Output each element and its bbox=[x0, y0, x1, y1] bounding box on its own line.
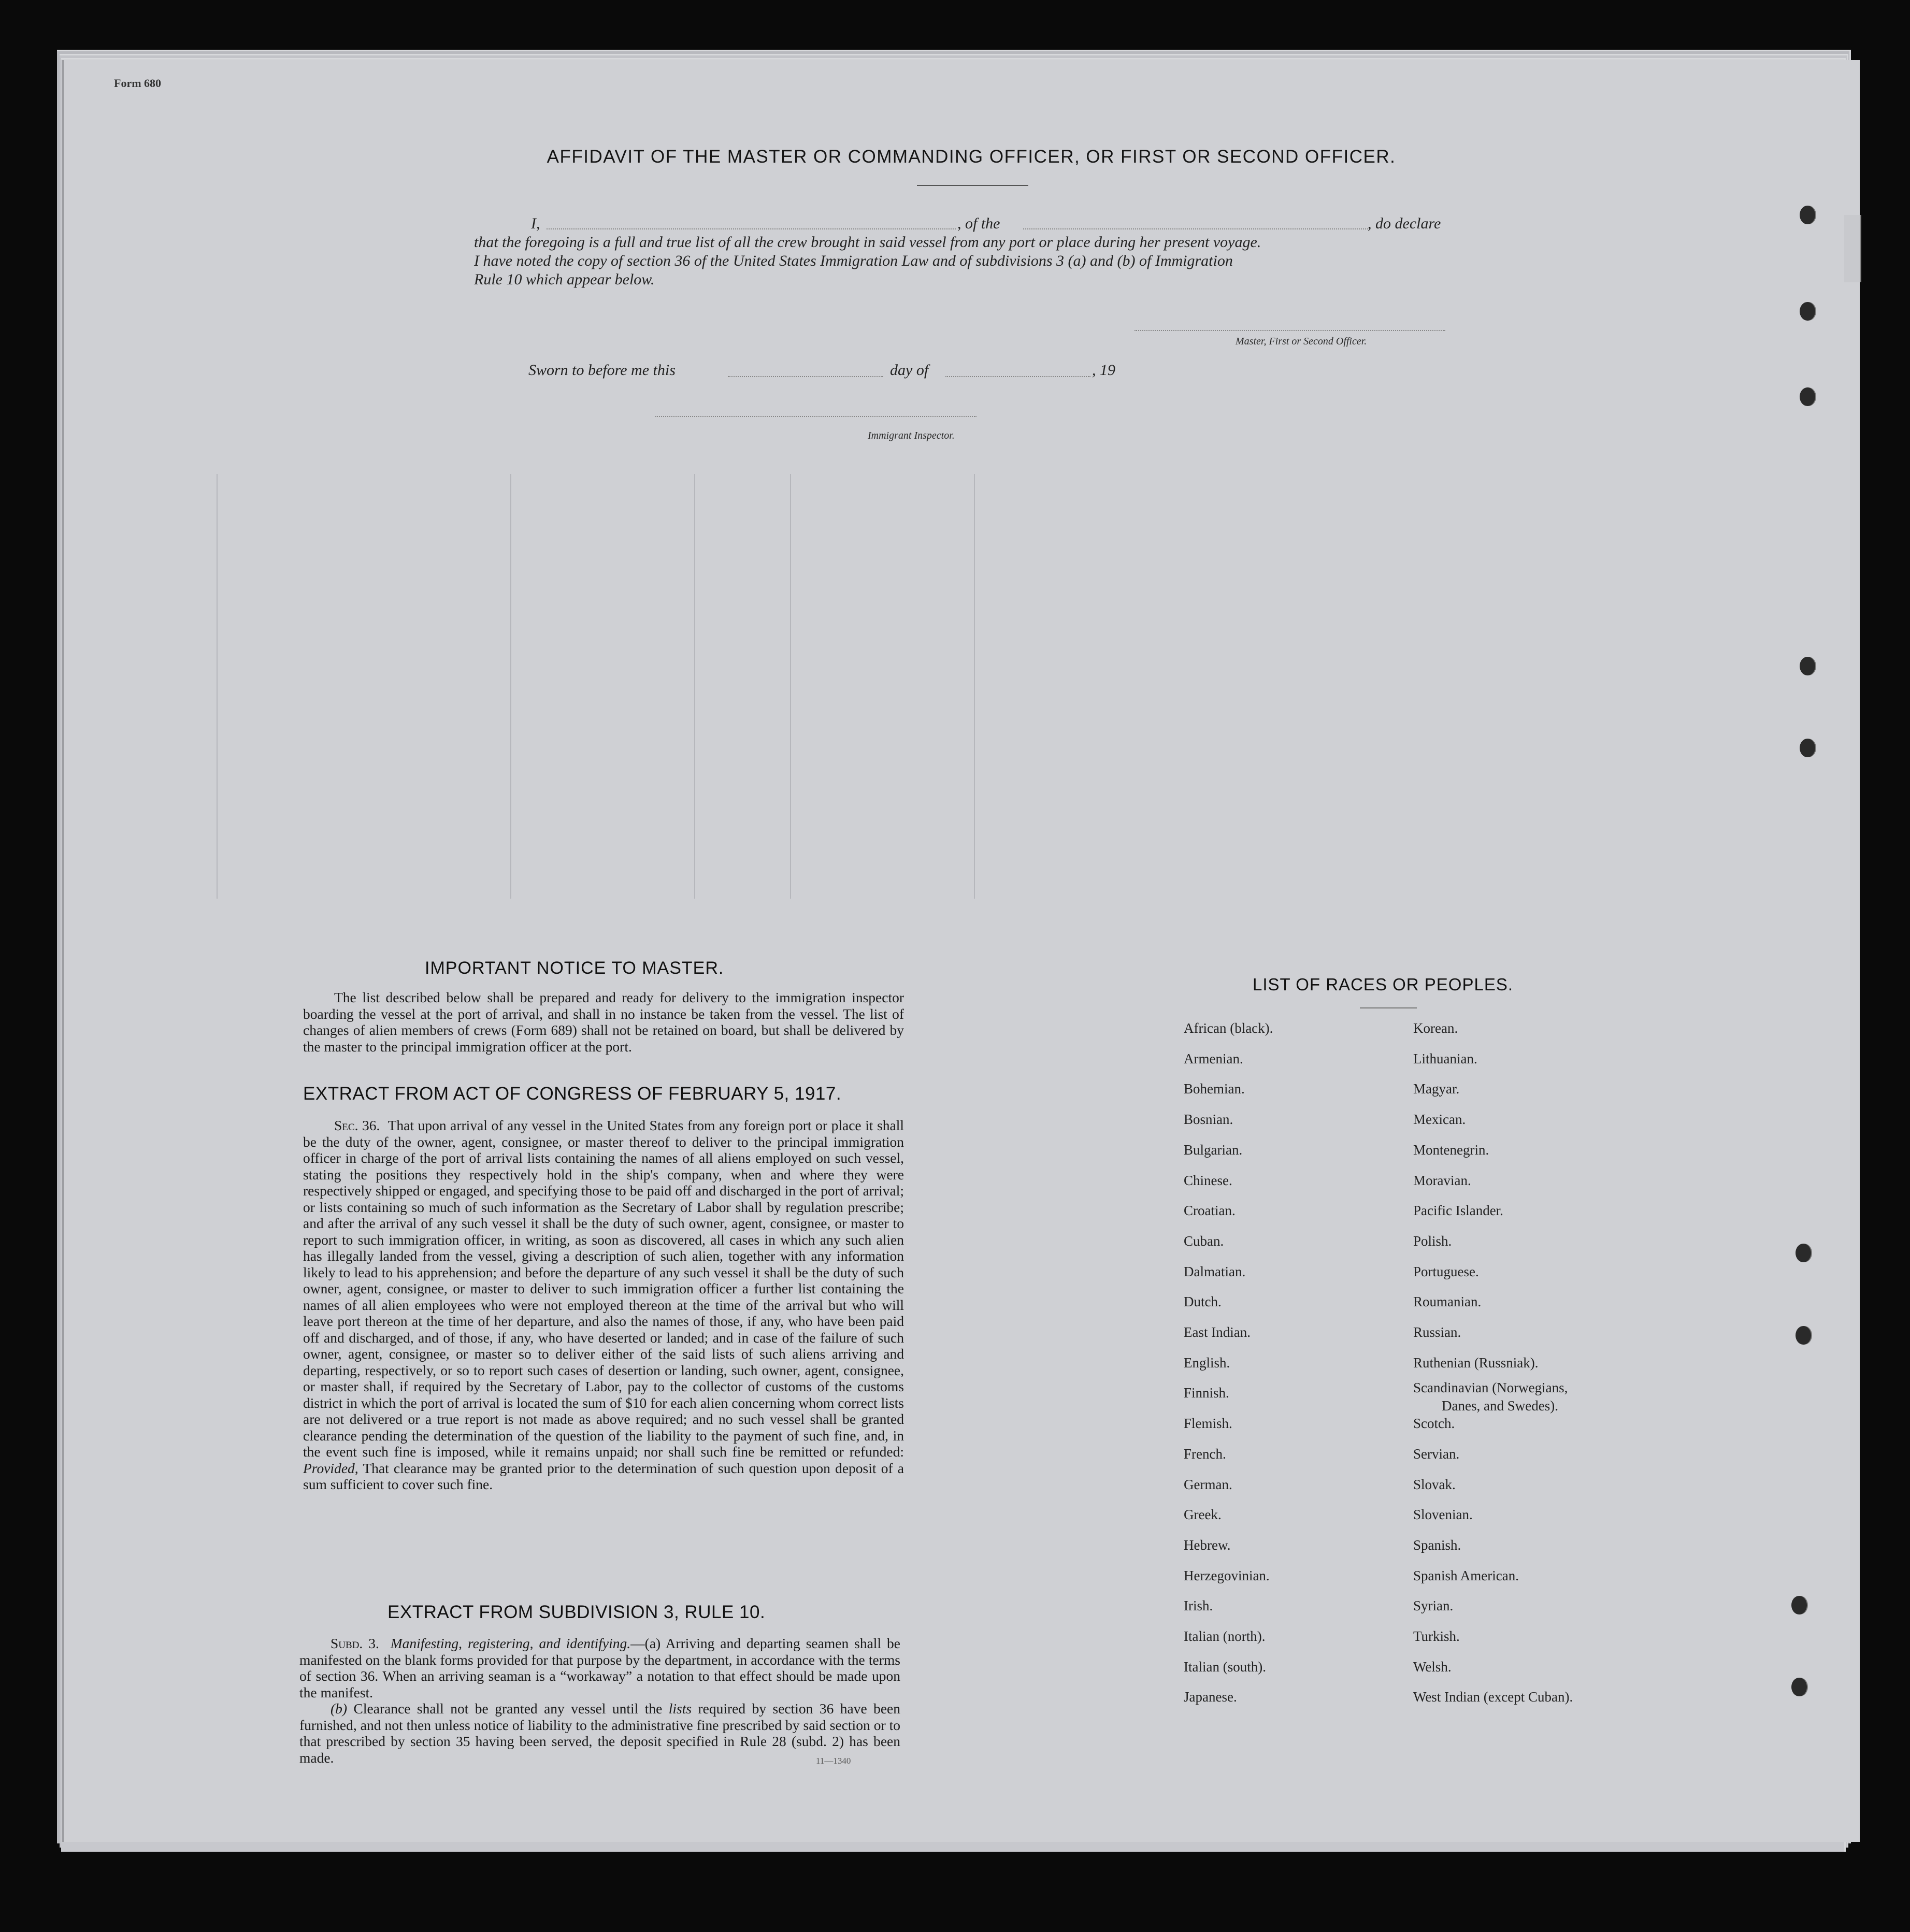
affidavit-of-the: , of the bbox=[957, 215, 1000, 232]
subdivision-a-paragraph bbox=[299, 1635, 900, 1700]
race-item: Japanese. bbox=[1184, 1689, 1237, 1705]
inspector-signature-blank[interactable] bbox=[655, 416, 976, 417]
subd-label: Subd. 3. bbox=[331, 1635, 379, 1651]
race-item: Korean. bbox=[1413, 1020, 1458, 1036]
race-item: Magyar. bbox=[1413, 1081, 1460, 1097]
bleed-line bbox=[510, 474, 511, 899]
race-item: Bosnian. bbox=[1184, 1112, 1233, 1127]
notice-text bbox=[303, 989, 904, 1055]
race-item: Dalmatian. bbox=[1184, 1264, 1246, 1279]
proviso-label: Provided, bbox=[303, 1460, 358, 1476]
binder-hole bbox=[1800, 739, 1815, 757]
race-item: Polish. bbox=[1413, 1233, 1452, 1249]
race-item: Scandinavian (Norwegians, bbox=[1413, 1380, 1568, 1395]
race-item: Pacific Islander. bbox=[1413, 1203, 1503, 1218]
vessel-blank[interactable] bbox=[1023, 228, 1370, 229]
subd-b-lists: lists bbox=[668, 1700, 692, 1717]
subd-b-text-2: required by section 36 have been furnished, and not then unless notice of liability to the administrative fine prescribed by said section or to that prescribed by section 35 having been served, the deposit specified in Rule 28 (subd. 2) has been made. bbox=[299, 1700, 901, 1766]
race-item: Croatian. bbox=[1184, 1203, 1236, 1218]
name-blank[interactable] bbox=[547, 228, 956, 229]
bleed-line bbox=[217, 474, 218, 899]
race-item: Slovak. bbox=[1413, 1477, 1456, 1492]
form-serial: 11—1340 bbox=[816, 1756, 851, 1766]
binder-hole bbox=[1800, 657, 1815, 675]
notice-title: IMPORTANT NOTICE TO MASTER. bbox=[425, 958, 724, 978]
inspector-caption: Immigrant Inspector. bbox=[868, 430, 955, 441]
race-item: Armenian. bbox=[1184, 1051, 1243, 1066]
sworn-day: day of bbox=[890, 362, 929, 379]
race-item: Ruthenian (Russniak). bbox=[1413, 1355, 1539, 1371]
bleed-line bbox=[694, 474, 695, 899]
race-item: Chinese. bbox=[1184, 1173, 1232, 1188]
section-36-body: That upon arrival of any vessel in the United States from any foreign port or place it shall be the duty of the owner, agent, consignee, or master thereof to deliver to the principal immigration officer in charge of the port of arrival lists containing the names of all aliens employed on such vessel, stating the positions they respectively hold in the ship's company, when and where they were respectively shipped or engaged, and specifying those to be paid off and discharged in the port of arrival; or lists containing so much of such information as the Secretary of Labor shall by regulation prescribe; and after the arrival of any such vessel it shall be the duty of such owner, agent, consignee, or master to report to such immigration officer, in writing, as soon as discovered, all cases in which any such alien has illegally landed from the vessel, giving a description of such alien, together with any information likely to lead to his apprehension; and before the departure of any such vessel it shall be the duty of such owner, agent, consignee, or master to deliver to such immigration officer a further list containing the names of all alien employees who were not employed thereon at the time of the arrival but who will leave port thereon at the time of her departure, and also the names of those, if any, who have been paid off and discharged, and of those, if any, who have deserted or landed; and in case of the failure of such owner, agent, consignee, or master so to deliver either of the said lists of such aliens arriving and departing, respectively, or so to report such cases of desertion or landing, such owner, agent, consignee, or master shall, if required by the Secretary of Labor, pay to the collector of customs of the customs district in which the port of arrival is located the sum of $10 for each alien concerning whom correct lists are not delivered or a true report is not made as above required; and no such vessel shall be granted clearance pending the determination of the question of the liability to the payment of such fine, and, in the event such fine is imposed, while it remains unpaid; nor shall such fine be remitted or refunded: bbox=[303, 1117, 904, 1460]
binder-hole bbox=[1796, 1244, 1811, 1262]
notice-paragraph: The list described below shall be prepared and ready for delivery to the immigration inspector boarding the vessel at the port of arrival, and shall in no instance be taken from the vessel. The list of changes of alien members of crews (Form 689) shall not be retained on board, but shall be delivered by the master to the principal immigration officer at the port. bbox=[303, 989, 904, 1055]
race-item: East Indian. bbox=[1184, 1324, 1251, 1340]
binder-hole bbox=[1796, 1326, 1811, 1345]
race-item: Dutch. bbox=[1184, 1294, 1222, 1309]
page-tab bbox=[1844, 215, 1861, 282]
race-item: German. bbox=[1184, 1477, 1232, 1492]
race-item: French. bbox=[1184, 1446, 1226, 1462]
subd-a-label: —(a) bbox=[630, 1635, 661, 1651]
race-item: Irish. bbox=[1184, 1598, 1213, 1613]
race-item: Scotch. bbox=[1413, 1416, 1455, 1431]
race-item: West Indian (except Cuban). bbox=[1413, 1689, 1573, 1705]
section-36-paragraph bbox=[303, 1117, 904, 1493]
affidavit-line-2: that the foregoing is a full and true list of all the crew brought in said vessel from any port or place during her present voyage. bbox=[474, 234, 1261, 251]
race-item: Hebrew. bbox=[1184, 1537, 1231, 1553]
signer-caption: Master, First or Second Officer. bbox=[1236, 336, 1367, 347]
race-item: Russian. bbox=[1413, 1324, 1461, 1340]
race-item: Slovenian. bbox=[1413, 1507, 1473, 1522]
race-item: Italian (south). bbox=[1184, 1659, 1266, 1675]
extract-rule-title: EXTRACT FROM SUBDIVISION 3, RULE 10. bbox=[387, 1602, 766, 1622]
sworn-prefix: Sworn to before me this bbox=[528, 362, 676, 379]
extract-rule-text bbox=[299, 1635, 900, 1766]
race-item: Syrian. bbox=[1413, 1598, 1454, 1613]
races-rule bbox=[1360, 1007, 1417, 1008]
sworn-year: , 19 bbox=[1092, 362, 1115, 379]
race-item: Cuban. bbox=[1184, 1233, 1224, 1249]
affidavit-line-4: Rule 10 which appear below. bbox=[474, 271, 655, 288]
subd-b-text-1: Clearance shall not be granted any vessel until the bbox=[353, 1700, 663, 1717]
affidavit-prefix: I, bbox=[531, 215, 540, 232]
affidavit-title: AFFIDAVIT OF THE MASTER OR COMMANDING OFFICER, OR FIRST OR SECOND OFFICER. bbox=[547, 147, 1396, 167]
binder-hole bbox=[1791, 1596, 1807, 1614]
month-blank[interactable] bbox=[945, 376, 1090, 377]
race-item: African (black). bbox=[1184, 1020, 1273, 1036]
race-item: Finnish. bbox=[1184, 1385, 1229, 1401]
race-item: Roumanian. bbox=[1413, 1294, 1482, 1309]
race-item: Mexican. bbox=[1413, 1112, 1466, 1127]
race-item: Turkish. bbox=[1413, 1628, 1460, 1644]
subd-b-label: (b) bbox=[331, 1700, 348, 1717]
section-label: Sec. 36. bbox=[334, 1117, 380, 1133]
race-item: Montenegrin. bbox=[1413, 1142, 1489, 1158]
binder-hole bbox=[1800, 387, 1815, 406]
race-item: Italian (north). bbox=[1184, 1628, 1266, 1644]
subdivision-b-paragraph bbox=[299, 1700, 900, 1766]
extract-act-text bbox=[303, 1117, 904, 1493]
extract-act-title: EXTRACT FROM ACT OF CONGRESS OF FEBRUARY 5, 1917. bbox=[303, 1084, 842, 1104]
race-item: Spanish. bbox=[1413, 1537, 1461, 1553]
race-item: Bulgarian. bbox=[1184, 1142, 1243, 1158]
race-item: Bohemian. bbox=[1184, 1081, 1245, 1097]
signature-blank[interactable] bbox=[1134, 330, 1445, 331]
races-title: LIST OF RACES OR PEOPLES. bbox=[1253, 975, 1514, 994]
affidavit-line-3: I have noted the copy of section 36 of the United States Immigration Law and of subdivisions 3 (a) and (b) of Immigration bbox=[474, 252, 1233, 269]
race-item: Servian. bbox=[1413, 1446, 1460, 1462]
race-item: Portuguese. bbox=[1413, 1264, 1479, 1279]
race-item: Herzegovinian. bbox=[1184, 1568, 1270, 1583]
subd-a-text: Arriving and departing seamen shall be manifested on the blank forms provided for that purpose by the department, in accordance with the terms of section 36. When an arriving seaman is a “workaway” a notation to that effect should be made upon the manifest. bbox=[299, 1635, 900, 1700]
title-rule bbox=[917, 185, 1028, 186]
form-number: Form 680 bbox=[114, 77, 162, 90]
affidavit-declare: , do declare bbox=[1368, 215, 1441, 232]
day-blank[interactable] bbox=[728, 376, 883, 377]
race-item: Flemish. bbox=[1184, 1416, 1232, 1431]
form-page bbox=[62, 60, 1860, 1842]
race-item-continued: Danes, and Swedes). bbox=[1442, 1398, 1558, 1414]
race-item: Spanish American. bbox=[1413, 1568, 1519, 1583]
binder-hole bbox=[1800, 206, 1815, 224]
binder-hole bbox=[1800, 302, 1815, 321]
race-item: Greek. bbox=[1184, 1507, 1222, 1522]
race-item: English. bbox=[1184, 1355, 1230, 1371]
proviso-text: That clearance may be granted prior to the determination of such question upon deposit of a sum sufficient to cover such fine. bbox=[303, 1460, 904, 1492]
bleed-line bbox=[974, 474, 975, 899]
subd-heading: Manifesting, registering, and identifying. bbox=[390, 1635, 631, 1651]
race-item: Welsh. bbox=[1413, 1659, 1452, 1675]
bleed-line bbox=[790, 474, 791, 899]
race-item: Moravian. bbox=[1413, 1173, 1471, 1188]
race-item: Lithuanian. bbox=[1413, 1051, 1477, 1066]
binder-hole bbox=[1791, 1678, 1807, 1696]
